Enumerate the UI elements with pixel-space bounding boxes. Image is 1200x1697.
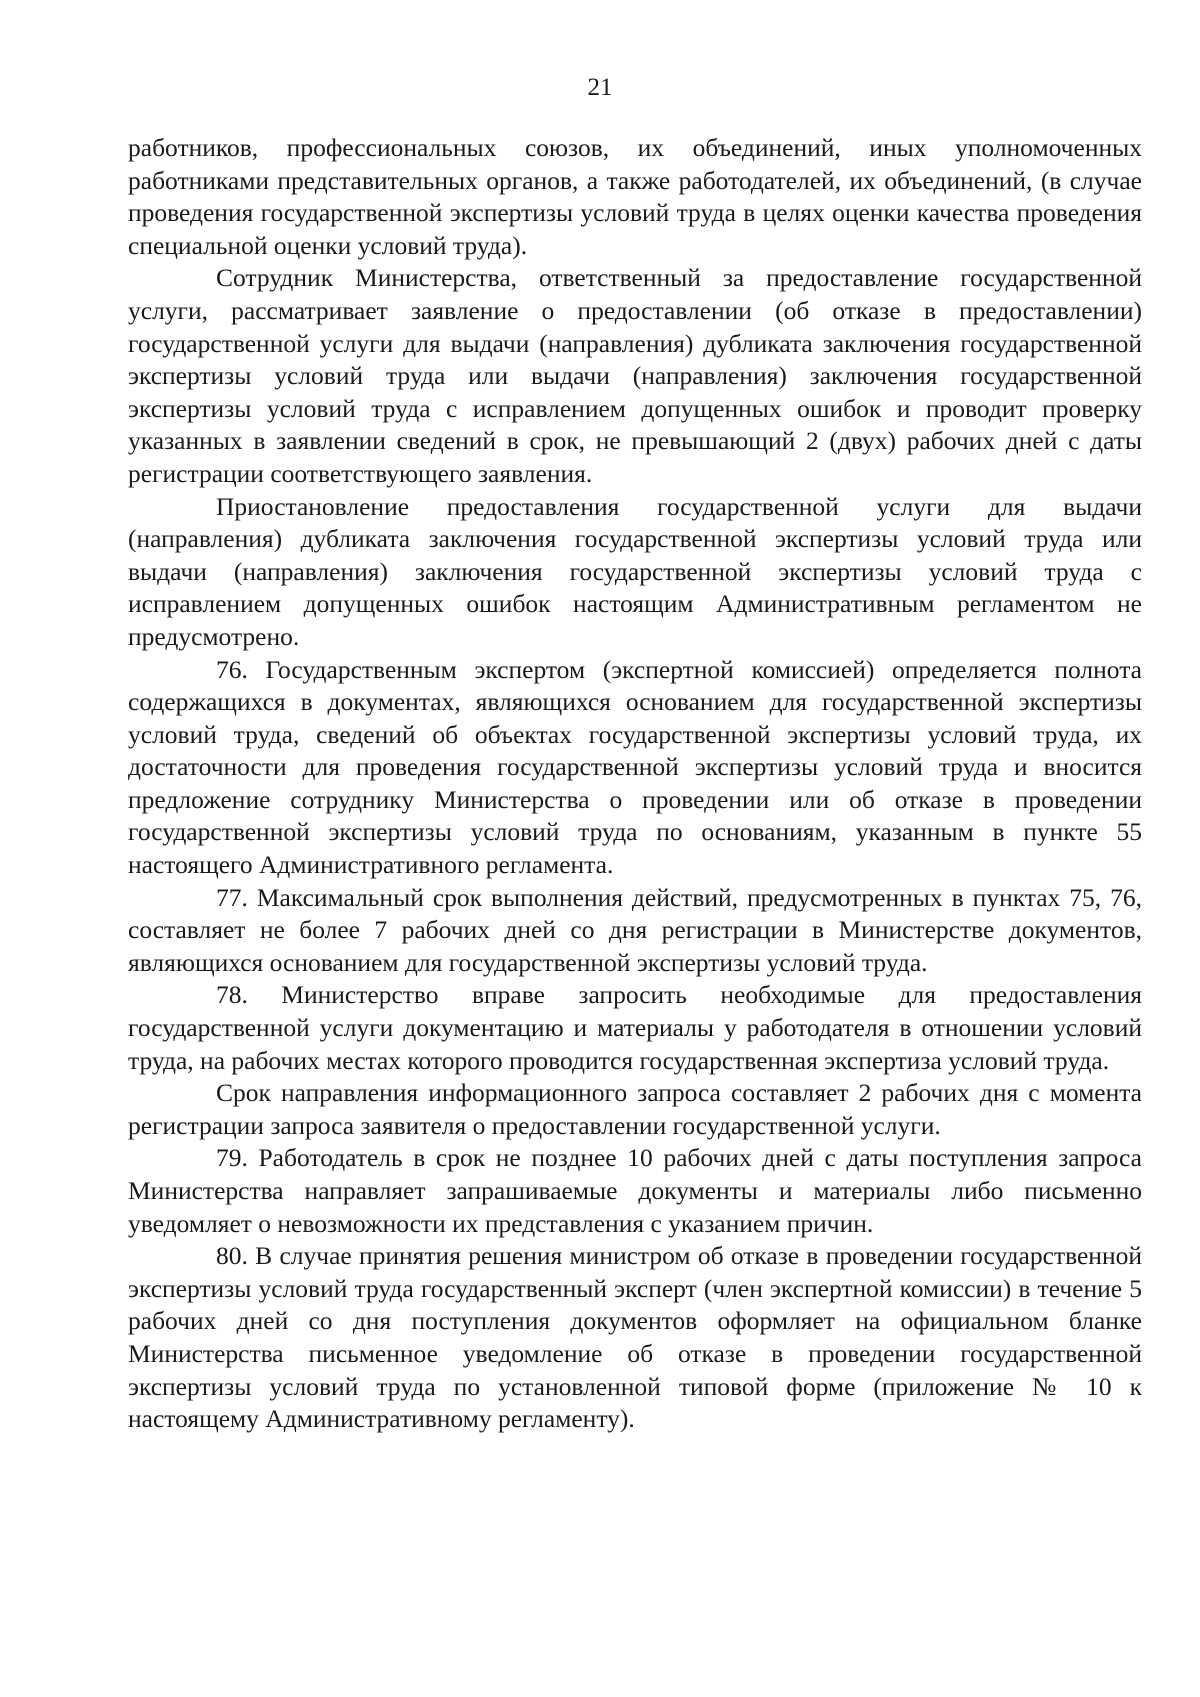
paragraph-item-78: 78. Министерство вправе запросить необходимые для предоставления государственной услуги документацию и материалы у работодателя в отношении условий труда, на рабочих местах которого проводится государственная экспертиза условий труда. — [128, 980, 1142, 1075]
paragraph-employee-review: Сотрудник Министерства, ответственный за предоставление государственной услуги, рассматривает заявление о предоставлении (об отказе в предоставлении) государственной услуги для выдачи (направления) дубликата заключения государственной экспертизы условий труда или выдачи (направления) заключения государственной экспертизы условий труда с исправлением допущенных ошибок и проводит проверку указанных в заявлении сведений в срок, не превышающий 2 (двух) рабочих дней с даты регистрации соответствующего заявления. — [128, 263, 1142, 488]
page-number: 21 — [587, 74, 613, 101]
paragraph-continuation: работников, профессиональных союзов, их объединений, иных уполномоченных работниками представительных органов, а также работодателей, их объединений, (в случае проведения государственной экспертизы условий труда в целях оценки качества проведения специальной оценки условий труда). — [128, 133, 1142, 260]
paragraph-item-79: 79. Работодатель в срок не позднее 10 рабочих дней с даты поступления запроса Министерства направляет запрашиваемые документы и материалы либо письменно уведомляет о невозможности их представления с указанием причин. — [128, 1143, 1142, 1238]
paragraph-item-77: 77. Максимальный срок выполнения действий, предусмотренных в пунктах 75, 76, составляет не более 7 рабочих дней со дня регистрации в Министерстве документов, являющихся основанием для государственной экспертизы условий труда. — [128, 882, 1142, 977]
paragraph-suspension: Приостановление предоставления государственной услуги для выдачи (направления) дубликата заключения государственной экспертизы условий труда или выдачи (направления) заключения государственной экспертизы условий труда с исправлением допущенных ошибок настоящим Административным регламентом не предусмотрено. — [128, 491, 1142, 651]
document-body — [128, 132, 1142, 1436]
paragraph-item-80: 80. В случае принятия решения министром об отказе в проведении государственной экспертизы условий труда государственный эксперт (член экспертной комиссии) в течение 5 рабочих дней со дня поступления документов оформляет на официальном бланке Министерства письменное уведомление об отказе в проведении государственной экспертизы условий труда по установленной типовой форме (приложение № 10 к настоящему Административному регламенту). — [128, 1241, 1142, 1434]
paragraph-item-76: 76. Государственным экспертом (экспертной комиссией) определяется полнота содержащихся в документах, являющихся основанием для государственной экспертизы условий труда, сведений об объектах государственной экспертизы условий труда, их достаточности для проведения государственной экспертизы условий труда и вносится предложение сотруднику Министерства о проведении или об отказе в проведении государственной экспертизы условий труда по основаниям, указанным в пункте 55 настоящего Административного регламента. — [128, 654, 1142, 880]
paragraph-request-deadline: Срок направления информационного запроса составляет 2 рабочих дня с момента регистрации запроса заявителя о предоставлении государственной услуги. — [128, 1078, 1142, 1140]
